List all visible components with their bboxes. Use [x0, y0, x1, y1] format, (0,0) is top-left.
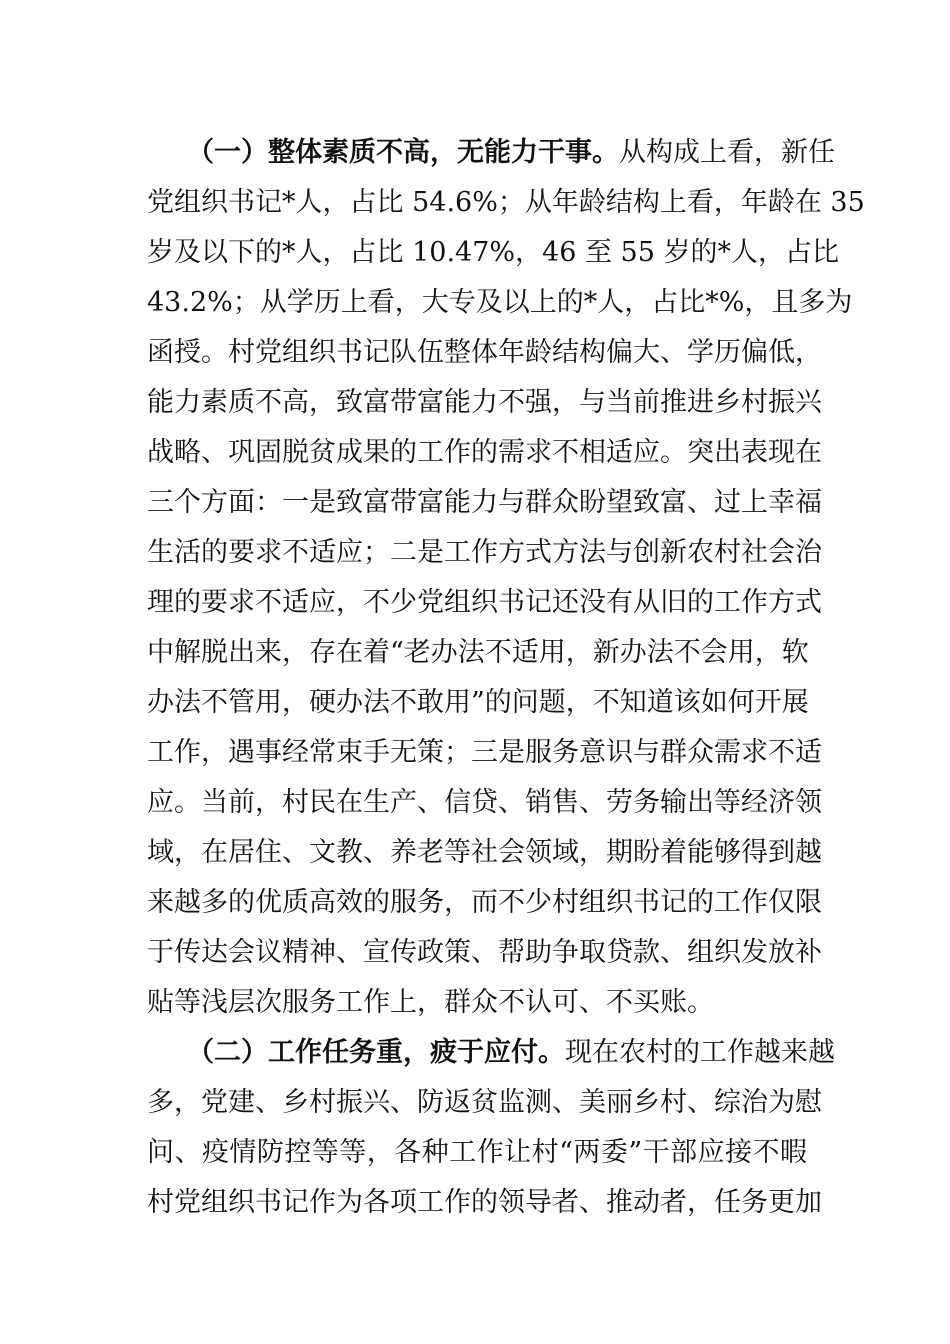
paragraph-line: 工作，遇事经常束手无策；三是服务意识与群众需求不适 — [147, 737, 822, 768]
paragraph-line: 办法不管用，硬办法不敢用”的问题，不知道该如何开展 — [147, 687, 809, 718]
paragraph-line: 43.2%；从学历上看，大专及以上的*人，占比*%，且多为 — [147, 287, 853, 318]
paragraph-line: 理的要求不适应，不少党组织书记还没有从旧的工作方式 — [147, 587, 822, 618]
paragraph-line — [147, 128, 835, 178]
paragraph-line: 于传达会议精神、宣传政策、帮助争取贷款、组织发放补 — [147, 937, 822, 968]
paragraph-line: 党组织书记*人，占比 54.6%；从年龄结构上看，年龄在 35 — [147, 187, 865, 218]
paragraph-line: 生活的要求不适应；二是工作方式方法与创新农村社会治 — [147, 537, 822, 568]
paragraph-line: 问、疫情防控等等，各种工作让村“两委”干部应接不暇 — [147, 1137, 807, 1168]
section-heading-1: （一）整体素质不高，无能力干事。 — [187, 137, 619, 168]
paragraph-line: 来越多的优质高效的服务，而不少村组织书记的工作仅限 — [147, 887, 822, 918]
line-text: 从构成上看，新任 — [619, 137, 835, 168]
paragraph-line — [147, 1028, 835, 1078]
paragraph-line: 应。当前，村民在生产、信贷、销售、劳务输出等经济领 — [147, 787, 822, 818]
line-text: 现在农村的工作越来越 — [565, 1037, 835, 1068]
paragraph-line: 函授。村党组织书记队伍整体年龄结构偏大、学历偏低， — [147, 337, 822, 368]
paragraph-1 — [147, 128, 865, 1028]
paragraph-line: 战略、巩固脱贫成果的工作的需求不相适应。突出表现在 — [147, 437, 822, 468]
paragraph-line: 岁及以下的*人，占比 10.47%，46 至 55 岁的*人，占比 — [147, 237, 839, 268]
document-body — [147, 128, 865, 1228]
paragraph-line: 能力素质不高，致富带富能力不强，与当前推进乡村振兴 — [147, 387, 822, 418]
paragraph-line: 多，党建、乡村振兴、防返贫监测、美丽乡村、综治为慰 — [147, 1087, 822, 1118]
paragraph-line: 中解脱出来，存在着“老办法不适用，新办法不会用，软 — [147, 637, 809, 668]
paragraph-line: 贴等浅层次服务工作上，群众不认可、不买账。 — [147, 987, 714, 1018]
paragraph-2 — [147, 1028, 835, 1228]
paragraph-line: 三个方面：一是致富带富能力与群众盼望致富、过上幸福 — [147, 487, 822, 518]
paragraph-line: 村党组织书记作为各项工作的领导者、推动者，任务更加 — [147, 1187, 822, 1218]
paragraph-line: 域，在居住、文教、养老等社会领域，期盼着能够得到越 — [147, 837, 822, 868]
section-heading-2: （二）工作任务重，疲于应付。 — [187, 1037, 565, 1068]
